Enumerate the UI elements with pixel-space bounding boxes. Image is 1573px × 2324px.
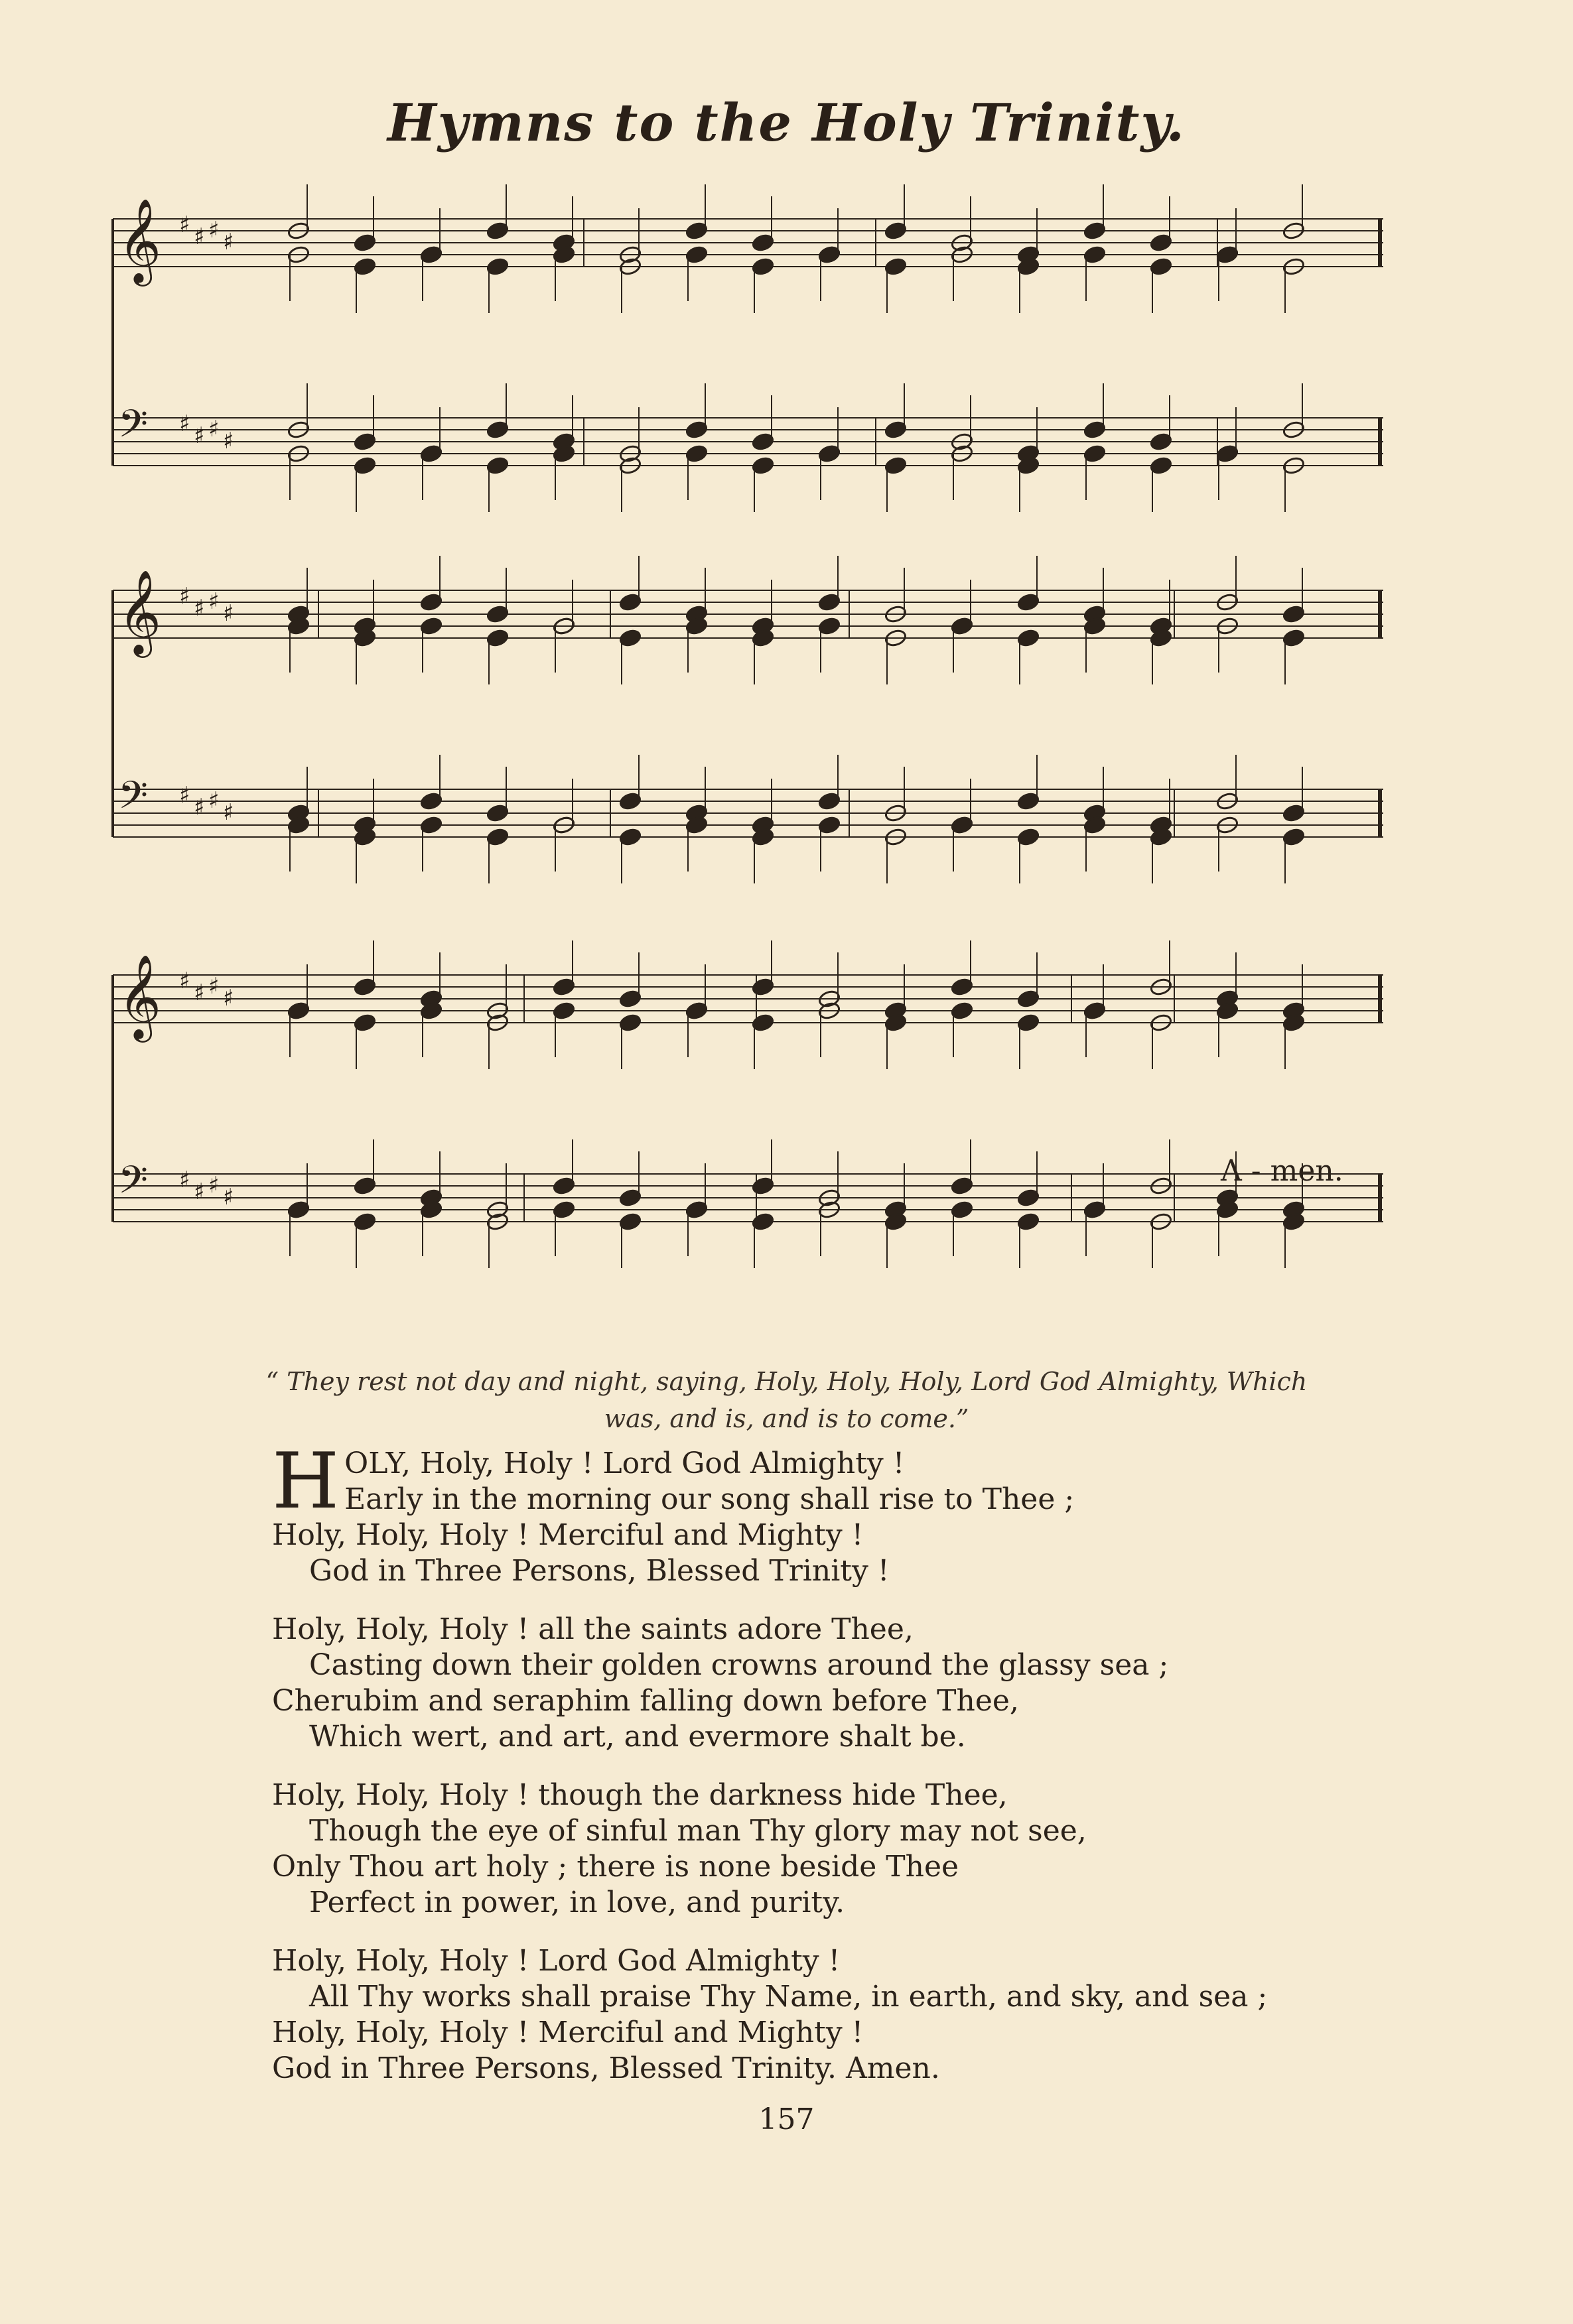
sharp-icon: ♯ [223, 600, 234, 627]
sharp-icon: ♯ [179, 782, 190, 808]
verse-line: Though the eye of sinful man Thy glory may not see, [309, 1814, 1087, 1848]
sharp-icon: ♯ [208, 416, 220, 442]
verse-4 [272, 1943, 1400, 2087]
sharp-icon: ♯ [179, 968, 190, 994]
bass-clef-icon: 𝄢 [118, 1157, 149, 1212]
sharp-icon: ♯ [194, 980, 205, 1006]
verse-line: Holy, Holy, Holy ! Merciful and Mighty ! [272, 1518, 864, 1552]
epigraph-line-2: was, and is, and is to come.” [604, 1404, 969, 1433]
sharp-icon: ♯ [194, 595, 205, 621]
sharp-icon: ♯ [223, 985, 234, 1011]
page-title: Hymns to the Holy Trinity. [387, 93, 1186, 153]
verse-line: Cherubim and seraphim falling down before Thee, [272, 1684, 1019, 1718]
sharp-icon: ♯ [194, 1179, 205, 1205]
epigraph [133, 1363, 1440, 1437]
verse-line: Early in the morning our song shall rise to Thee ; [344, 1482, 1075, 1516]
verse-line: All Thy works shall praise Thy Name, in earth, and sky, and sea ; [309, 1980, 1268, 2014]
sharp-icon: ♯ [223, 428, 234, 454]
drop-cap: H [272, 1437, 340, 1526]
epigraph-line-1: “ They rest not day and night, saying, Holy, Holy, Holy, Lord God Almighty, Which [265, 1367, 1308, 1396]
treble-clef-icon: 𝄞 [118, 569, 162, 654]
amen-lyric: A - men. [1221, 1154, 1343, 1188]
sharp-icon: ♯ [208, 787, 220, 814]
sharp-icon: ♯ [179, 212, 190, 238]
page-number: 157 [758, 2102, 815, 2136]
treble-clef-icon: 𝄞 [118, 198, 162, 283]
score-svg [100, 179, 1400, 1353]
sharp-icon: ♯ [208, 1172, 220, 1198]
sharp-icon: ♯ [179, 1167, 190, 1193]
music-score [100, 179, 1400, 1353]
sharp-icon: ♯ [208, 217, 220, 243]
sharp-icon: ♯ [179, 411, 190, 437]
sharp-icon: ♯ [223, 229, 234, 255]
sharp-icon: ♯ [223, 1184, 234, 1210]
hymn-text [272, 1437, 1400, 2109]
verse-line: OLY, Holy, Holy ! Lord God Almighty ! [344, 1447, 905, 1480]
sharp-icon: ♯ [179, 583, 190, 610]
sharp-icon: ♯ [194, 422, 205, 449]
verse-line: Which wert, and art, and evermore shalt be. [309, 1720, 966, 1754]
sharp-icon: ♯ [194, 224, 205, 250]
bass-clef-icon: 𝄢 [118, 401, 149, 456]
verse-line: God in Three Persons, Blessed Trinity ! [309, 1554, 890, 1588]
bass-clef-icon: 𝄢 [118, 773, 149, 827]
verse-1 [272, 1437, 1400, 1589]
sharp-icon: ♯ [208, 588, 220, 615]
verse-3 [272, 1777, 1400, 1921]
sharp-icon: ♯ [194, 794, 205, 820]
verse-line: Only Thou art holy ; there is none beside Thee [272, 1850, 959, 1884]
verse-line: Holy, Holy, Holy ! all the saints adore Thee, [272, 1612, 914, 1646]
treble-clef-icon: 𝄞 [118, 954, 162, 1039]
verse-line: Perfect in power, in love, and purity. [309, 1886, 845, 1919]
sharp-icon: ♯ [223, 799, 234, 826]
verse-line: God in Three Persons, Blessed Trinity. Amen. [272, 2051, 940, 2085]
verse-line: Holy, Holy, Holy ! Lord God Almighty ! [272, 1944, 841, 1978]
sharp-icon: ♯ [208, 973, 220, 1000]
verse-line: Casting down their golden crowns around the glassy sea ; [309, 1648, 1169, 1682]
verse-2 [272, 1612, 1400, 1755]
verse-line: Holy, Holy, Holy ! though the darkness hide Thee, [272, 1778, 1008, 1812]
verse-line: Holy, Holy, Holy ! Merciful and Mighty ! [272, 2016, 864, 2049]
